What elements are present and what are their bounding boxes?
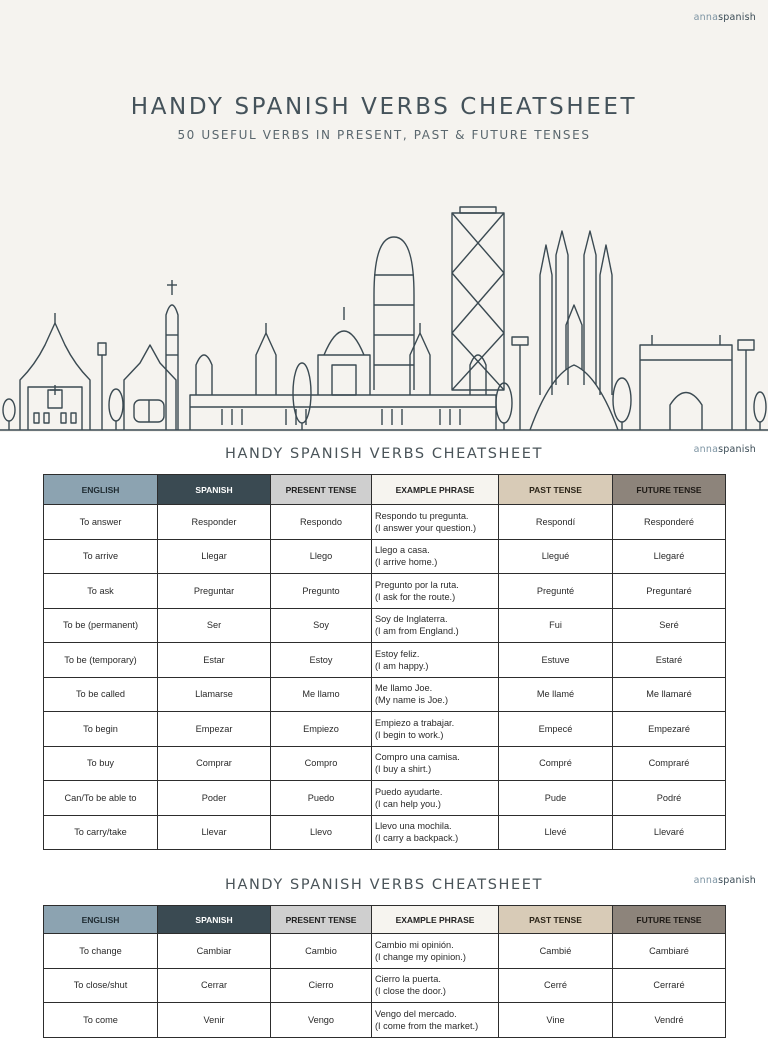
cell-spanish: Venir xyxy=(158,1003,271,1038)
cell-present: Estoy xyxy=(271,643,372,678)
table-row xyxy=(44,712,726,747)
cell-future: Cerraré xyxy=(613,968,726,1003)
cell-english: To begin xyxy=(44,712,158,747)
table-row xyxy=(44,781,726,816)
table-row xyxy=(44,608,726,643)
table-row xyxy=(44,643,726,678)
cell-past: Vine xyxy=(499,1003,613,1038)
phrase-english: (I am from England.) xyxy=(375,626,459,637)
col-header-future: FUTURE TENSE xyxy=(613,906,726,934)
cell-english: To change xyxy=(44,934,158,969)
phrase-english: (I close the door.) xyxy=(375,986,446,997)
table-row xyxy=(44,677,726,712)
phrase-english: (I buy a shirt.) xyxy=(375,764,432,775)
phrase-english: (I can help you.) xyxy=(375,798,441,809)
cell-example-phrase xyxy=(372,608,499,643)
brand-logo: annaspanish xyxy=(693,12,756,23)
cell-present: Cambio xyxy=(271,934,372,969)
phrase-english: (I change my opinion.) xyxy=(375,951,466,962)
cell-spanish: Llamarse xyxy=(158,677,271,712)
cell-past: Estuve xyxy=(499,643,613,678)
cell-present: Puedo xyxy=(271,781,372,816)
page-title: HANDY SPANISH VERBS CHEATSHEET xyxy=(224,446,544,462)
cell-example-phrase xyxy=(372,574,499,609)
cell-future: Estaré xyxy=(613,643,726,678)
phrase-english: (I answer your question.) xyxy=(375,522,477,533)
col-header-present: PRESENT TENSE xyxy=(271,906,372,934)
phrase-spanish: Soy de Inglaterra. xyxy=(375,614,448,625)
cell-example-phrase xyxy=(372,746,499,781)
cell-english: To arrive xyxy=(44,539,158,574)
cell-present: Soy xyxy=(271,608,372,643)
cell-present: Empiezo xyxy=(271,712,372,747)
phrase-spanish: Compro una camisa. xyxy=(375,752,460,763)
col-header-english: ENGLISH xyxy=(44,475,158,505)
cell-past: Llevé xyxy=(499,815,613,850)
cheatsheet-page-2 xyxy=(0,858,768,1031)
brand-logo: annaspanish xyxy=(693,444,756,455)
cell-present: Llego xyxy=(271,539,372,574)
brand-logo: annaspanish xyxy=(693,875,756,886)
cell-english: To carry/take xyxy=(44,815,158,850)
cell-spanish: Poder xyxy=(158,781,271,816)
col-header-present: PRESENT TENSE xyxy=(271,475,372,505)
col-header-future: FUTURE TENSE xyxy=(613,475,726,505)
cell-future: Cambiaré xyxy=(613,934,726,969)
phrase-spanish: Puedo ayudarte. xyxy=(375,786,443,797)
phrase-spanish: Vengo del mercado. xyxy=(375,1008,457,1019)
table-header-row xyxy=(44,475,726,505)
cell-example-phrase xyxy=(372,712,499,747)
cell-english: To ask xyxy=(44,574,158,609)
table-row xyxy=(44,1003,726,1038)
cell-present: Vengo xyxy=(271,1003,372,1038)
cell-present: Respondo xyxy=(271,505,372,540)
table-row xyxy=(44,815,726,850)
cover-title: HANDY SPANISH VERBS CHEATSHEET xyxy=(130,94,638,120)
cell-spanish: Llevar xyxy=(158,815,271,850)
table-header-row xyxy=(44,906,726,934)
cheatsheet-page-1 xyxy=(0,432,768,858)
cell-spanish: Preguntar xyxy=(158,574,271,609)
phrase-spanish: Empiezo a trabajar. xyxy=(375,717,455,728)
cell-example-phrase xyxy=(372,539,499,574)
phrase-english: (I arrive home.) xyxy=(375,557,438,568)
cell-spanish: Ser xyxy=(158,608,271,643)
verbs-table xyxy=(43,905,726,1038)
cell-future: Seré xyxy=(613,608,726,643)
phrase-spanish: Me llamo Joe. xyxy=(375,683,433,694)
cell-english: Can/To be able to xyxy=(44,781,158,816)
phrase-spanish: Pregunto por la ruta. xyxy=(375,579,459,590)
cover-subtitle: 50 USEFUL VERBS IN PRESENT, PAST & FUTURE TENSES xyxy=(177,128,591,142)
cell-future: Me llamaré xyxy=(613,677,726,712)
cell-example-phrase xyxy=(372,1003,499,1038)
cover-section xyxy=(0,0,768,432)
table-row xyxy=(44,574,726,609)
cell-english: To be (temporary) xyxy=(44,643,158,678)
phrase-spanish: Llego a casa. xyxy=(375,545,430,556)
cell-past: Respondí xyxy=(499,505,613,540)
phrase-spanish: Cambio mi opinión. xyxy=(375,939,454,950)
cell-example-phrase xyxy=(372,968,499,1003)
phrase-english: (I come from the market.) xyxy=(375,1020,479,1031)
cell-english: To be (permanent) xyxy=(44,608,158,643)
phrase-spanish: Cierro la puerta. xyxy=(375,974,441,985)
cell-present: Me llamo xyxy=(271,677,372,712)
cell-example-phrase xyxy=(372,934,499,969)
cell-spanish: Responder xyxy=(158,505,271,540)
barcelona-skyline-illustration xyxy=(0,195,768,432)
cell-future: Vendré xyxy=(613,1003,726,1038)
col-header-past: PAST TENSE xyxy=(499,906,613,934)
table-row xyxy=(44,539,726,574)
table-body xyxy=(44,505,726,850)
col-header-example: EXAMPLE PHRASE xyxy=(372,906,499,934)
phrase-english: (I carry a backpack.) xyxy=(375,833,459,844)
cell-spanish: Cerrar xyxy=(158,968,271,1003)
cell-spanish: Empezar xyxy=(158,712,271,747)
col-header-english: ENGLISH xyxy=(44,906,158,934)
col-header-past: PAST TENSE xyxy=(499,475,613,505)
cell-future: Podré xyxy=(613,781,726,816)
cell-english: To close/shut xyxy=(44,968,158,1003)
cell-present: Compro xyxy=(271,746,372,781)
cell-past: Llegué xyxy=(499,539,613,574)
table-row xyxy=(44,746,726,781)
phrase-english: (I am happy.) xyxy=(375,660,429,671)
cell-present: Pregunto xyxy=(271,574,372,609)
table-row xyxy=(44,505,726,540)
page-title: HANDY SPANISH VERBS CHEATSHEET xyxy=(224,877,544,893)
cell-future: Preguntaré xyxy=(613,574,726,609)
cell-english: To answer xyxy=(44,505,158,540)
col-header-spanish: SPANISH xyxy=(158,475,271,505)
phrase-spanish: Respondo tu pregunta. xyxy=(375,510,469,521)
cell-spanish: Comprar xyxy=(158,746,271,781)
cell-past: Compré xyxy=(499,746,613,781)
cell-future: Responderé xyxy=(613,505,726,540)
cell-example-phrase xyxy=(372,643,499,678)
col-header-spanish: SPANISH xyxy=(158,906,271,934)
phrase-english: (I ask for the route.) xyxy=(375,591,456,602)
phrase-english: (I begin to work.) xyxy=(375,729,444,740)
phrase-spanish: Llevo una mochila. xyxy=(375,821,452,832)
cell-example-phrase xyxy=(372,677,499,712)
cell-past: Empecé xyxy=(499,712,613,747)
cell-past: Fui xyxy=(499,608,613,643)
cell-past: Pude xyxy=(499,781,613,816)
cell-english: To be called xyxy=(44,677,158,712)
cell-spanish: Cambiar xyxy=(158,934,271,969)
col-header-example: EXAMPLE PHRASE xyxy=(372,475,499,505)
cell-present: Llevo xyxy=(271,815,372,850)
cell-past: Pregunté xyxy=(499,574,613,609)
phrase-spanish: Estoy feliz. xyxy=(375,648,420,659)
cell-future: Compraré xyxy=(613,746,726,781)
cell-future: Llevaré xyxy=(613,815,726,850)
table-row xyxy=(44,934,726,969)
cell-spanish: Estar xyxy=(158,643,271,678)
table-body xyxy=(44,934,726,1038)
cell-future: Empezaré xyxy=(613,712,726,747)
cell-english: To buy xyxy=(44,746,158,781)
cell-example-phrase xyxy=(372,815,499,850)
cell-example-phrase xyxy=(372,781,499,816)
table-row xyxy=(44,968,726,1003)
verbs-table xyxy=(43,474,726,850)
cell-spanish: Llegar xyxy=(158,539,271,574)
cell-past: Me llamé xyxy=(499,677,613,712)
cell-present: Cierro xyxy=(271,968,372,1003)
cell-future: Llegaré xyxy=(613,539,726,574)
cell-example-phrase xyxy=(372,505,499,540)
cell-past: Cerré xyxy=(499,968,613,1003)
phrase-english: (My name is Joe.) xyxy=(375,695,449,706)
cell-past: Cambié xyxy=(499,934,613,969)
cell-english: To come xyxy=(44,1003,158,1038)
